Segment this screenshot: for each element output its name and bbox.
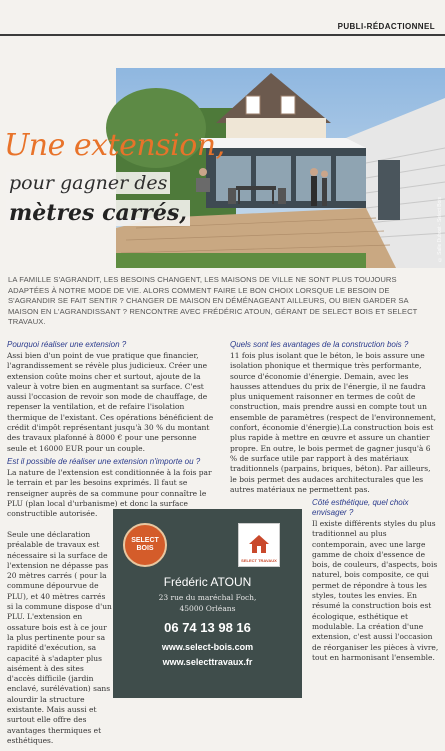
logo-text: SELECT (131, 537, 159, 544)
section-heading: Quels sont les avantages de la construction bois ? (230, 340, 409, 349)
phone-number: 06 74 13 98 16 (164, 620, 251, 635)
intro-paragraph: LA FAMILLE S'AGRANDIT, LES BESOINS CHANGENT, LES MAISONS DE VILLE NE SONT PLUS TOUJOURS ADAPTÉES À NOTRE MODE DE VIE. ALORS COMMENT FAIRE LE BON CHOIX LORSQUE LE BESOIN DE S'AGRANDIR SE FAIT SENTIR ? CHANGER DE MAISON EN DÉMÉNAGEANT AILLEURS, OU BIEN GARDER SA MAISON EN L'AGRANDISSANT ? RENCONTRE AVEC FRÉDÉRIC ATOUN, GÉRANT DE SELECT BOIS ET SELECT TRAVAUX. (8, 275, 418, 326)
contact-name: Frédéric ATOUN (163, 575, 252, 589)
select-travaux-logo (238, 523, 280, 567)
section-body: Assi bien d'un point de vue pratique que financier, l'agrandissement se révèle plus judicieux. Créer une extension coûte moins cher et surtout, ajoute de la valeur à votre bien en augmentant sa surface. C'est aussi l'occasion de revoir son mode de chauffage, de repenser la ventilation, et de refaire l'isolation thermique de l'existant. Ces opérations bénéficient de crédit d'impôt représentant jusqu'à 30 % du montant des travaux plafonné à 8000 € pour une personne seule et 16000 EUR pour un couple. (7, 351, 214, 453)
address-line-2: 45000 Orléans (179, 604, 236, 613)
header-rule (0, 34, 445, 36)
section-wood-advantages (230, 340, 438, 500)
section-body: 11 fois plus isolant que le béton, le bois assure une isolation phonique et thermique très performante, source d'économie d'énergie. Demain, avec les hausses attendues du prix de l'énergie, il ne faudra plus uniquement raisonner en termes de coût de construction, mais prendre aussi en compte tout un ensemble de paramètres (respect de l'environnement, confort, économie d'énergie).La construction bois est plus rapide à mettre en œuvre et assure un chantier propre. En outre, le bois permet de gagner jusqu'à 6 % de surface utile par rapport à des matériaux traditionnels (parpains, briques, béton). Par ailleurs, le bois permet des audaces architecturales que les autres matériaux ne permettent pas. (230, 351, 437, 494)
section-heading: Pourquoi réaliser une extension ? (7, 340, 127, 349)
section-body: Seule une déclaration préalable de travaux est nécessaire si la surface de l'extension ne dépasse pas 20 mètres carrés ( pour la commune dépourvue de PLU), et 40 mètres carrés si la commune dispose d'un PLU. L'extension en ossature bois est à ce jour la plus pertinente pour sa rapidité d'exécution, sa capacité à s'adapter plus aisément à des sites d'accès difficile (jardin enclavé, surélévation) sans alourdir la structure existante. Mais aussi et surtout elle offre des avantages thermiques et esthétiques. (7, 530, 112, 745)
contact-advert (113, 509, 302, 698)
address-line-1: 23 rue du maréchal Foch, (158, 593, 257, 602)
extension-photo (116, 68, 445, 268)
section-label: PUBLI-RÉDACTIONNEL (337, 22, 435, 31)
section-body: La nature de l'extension est conditionnée à la fois par le terrain et par les besoins exprimés. Il faut se renseigner auprès de sa commune pour connaître le PLU (plan local d'urbanisme) et donc la surface constructible autorisée. (7, 468, 212, 519)
title-line-3: mètres carrés, (6, 200, 190, 226)
section-why-extension (7, 340, 215, 459)
title-line-1: Une extension, (4, 128, 225, 163)
section-heading: Côté esthétique, quel choix envisager ? (312, 498, 409, 517)
select-bois-logo (123, 523, 167, 567)
section-where-possible-continued (7, 530, 112, 751)
website-link-1[interactable]: www.select-bois.com (161, 642, 254, 652)
section-heading: Est il possible de réaliser une extension n'importe ou ? (7, 457, 201, 466)
house-icon (248, 534, 270, 554)
logo-text: SELECT TRAVAUX (241, 558, 277, 563)
section-aesthetics (312, 498, 442, 668)
photo-credit: © Salle Dubost - Select Bois (437, 196, 443, 262)
title-line-2: pour gagner des (6, 172, 170, 194)
logo-text: BOIS (136, 545, 154, 552)
section-body: Il existe différents styles du plus traditionnel au plus contemporain, avec une large gamme de choix d'essence de bois, de couleurs, d'aspects, bois naturel, bois composite, ce qui permet de répondre à tous les styles, toutes les envies. En résumé la construction bois est écologique, esthétique et modulable. La création d'une extension, c'est aussi l'occasion de réorganiser les pièces à vivre, tout en harmonisant l'ensemble. (312, 519, 439, 662)
website-link-2[interactable]: www.selecttravaux.fr (162, 657, 253, 667)
